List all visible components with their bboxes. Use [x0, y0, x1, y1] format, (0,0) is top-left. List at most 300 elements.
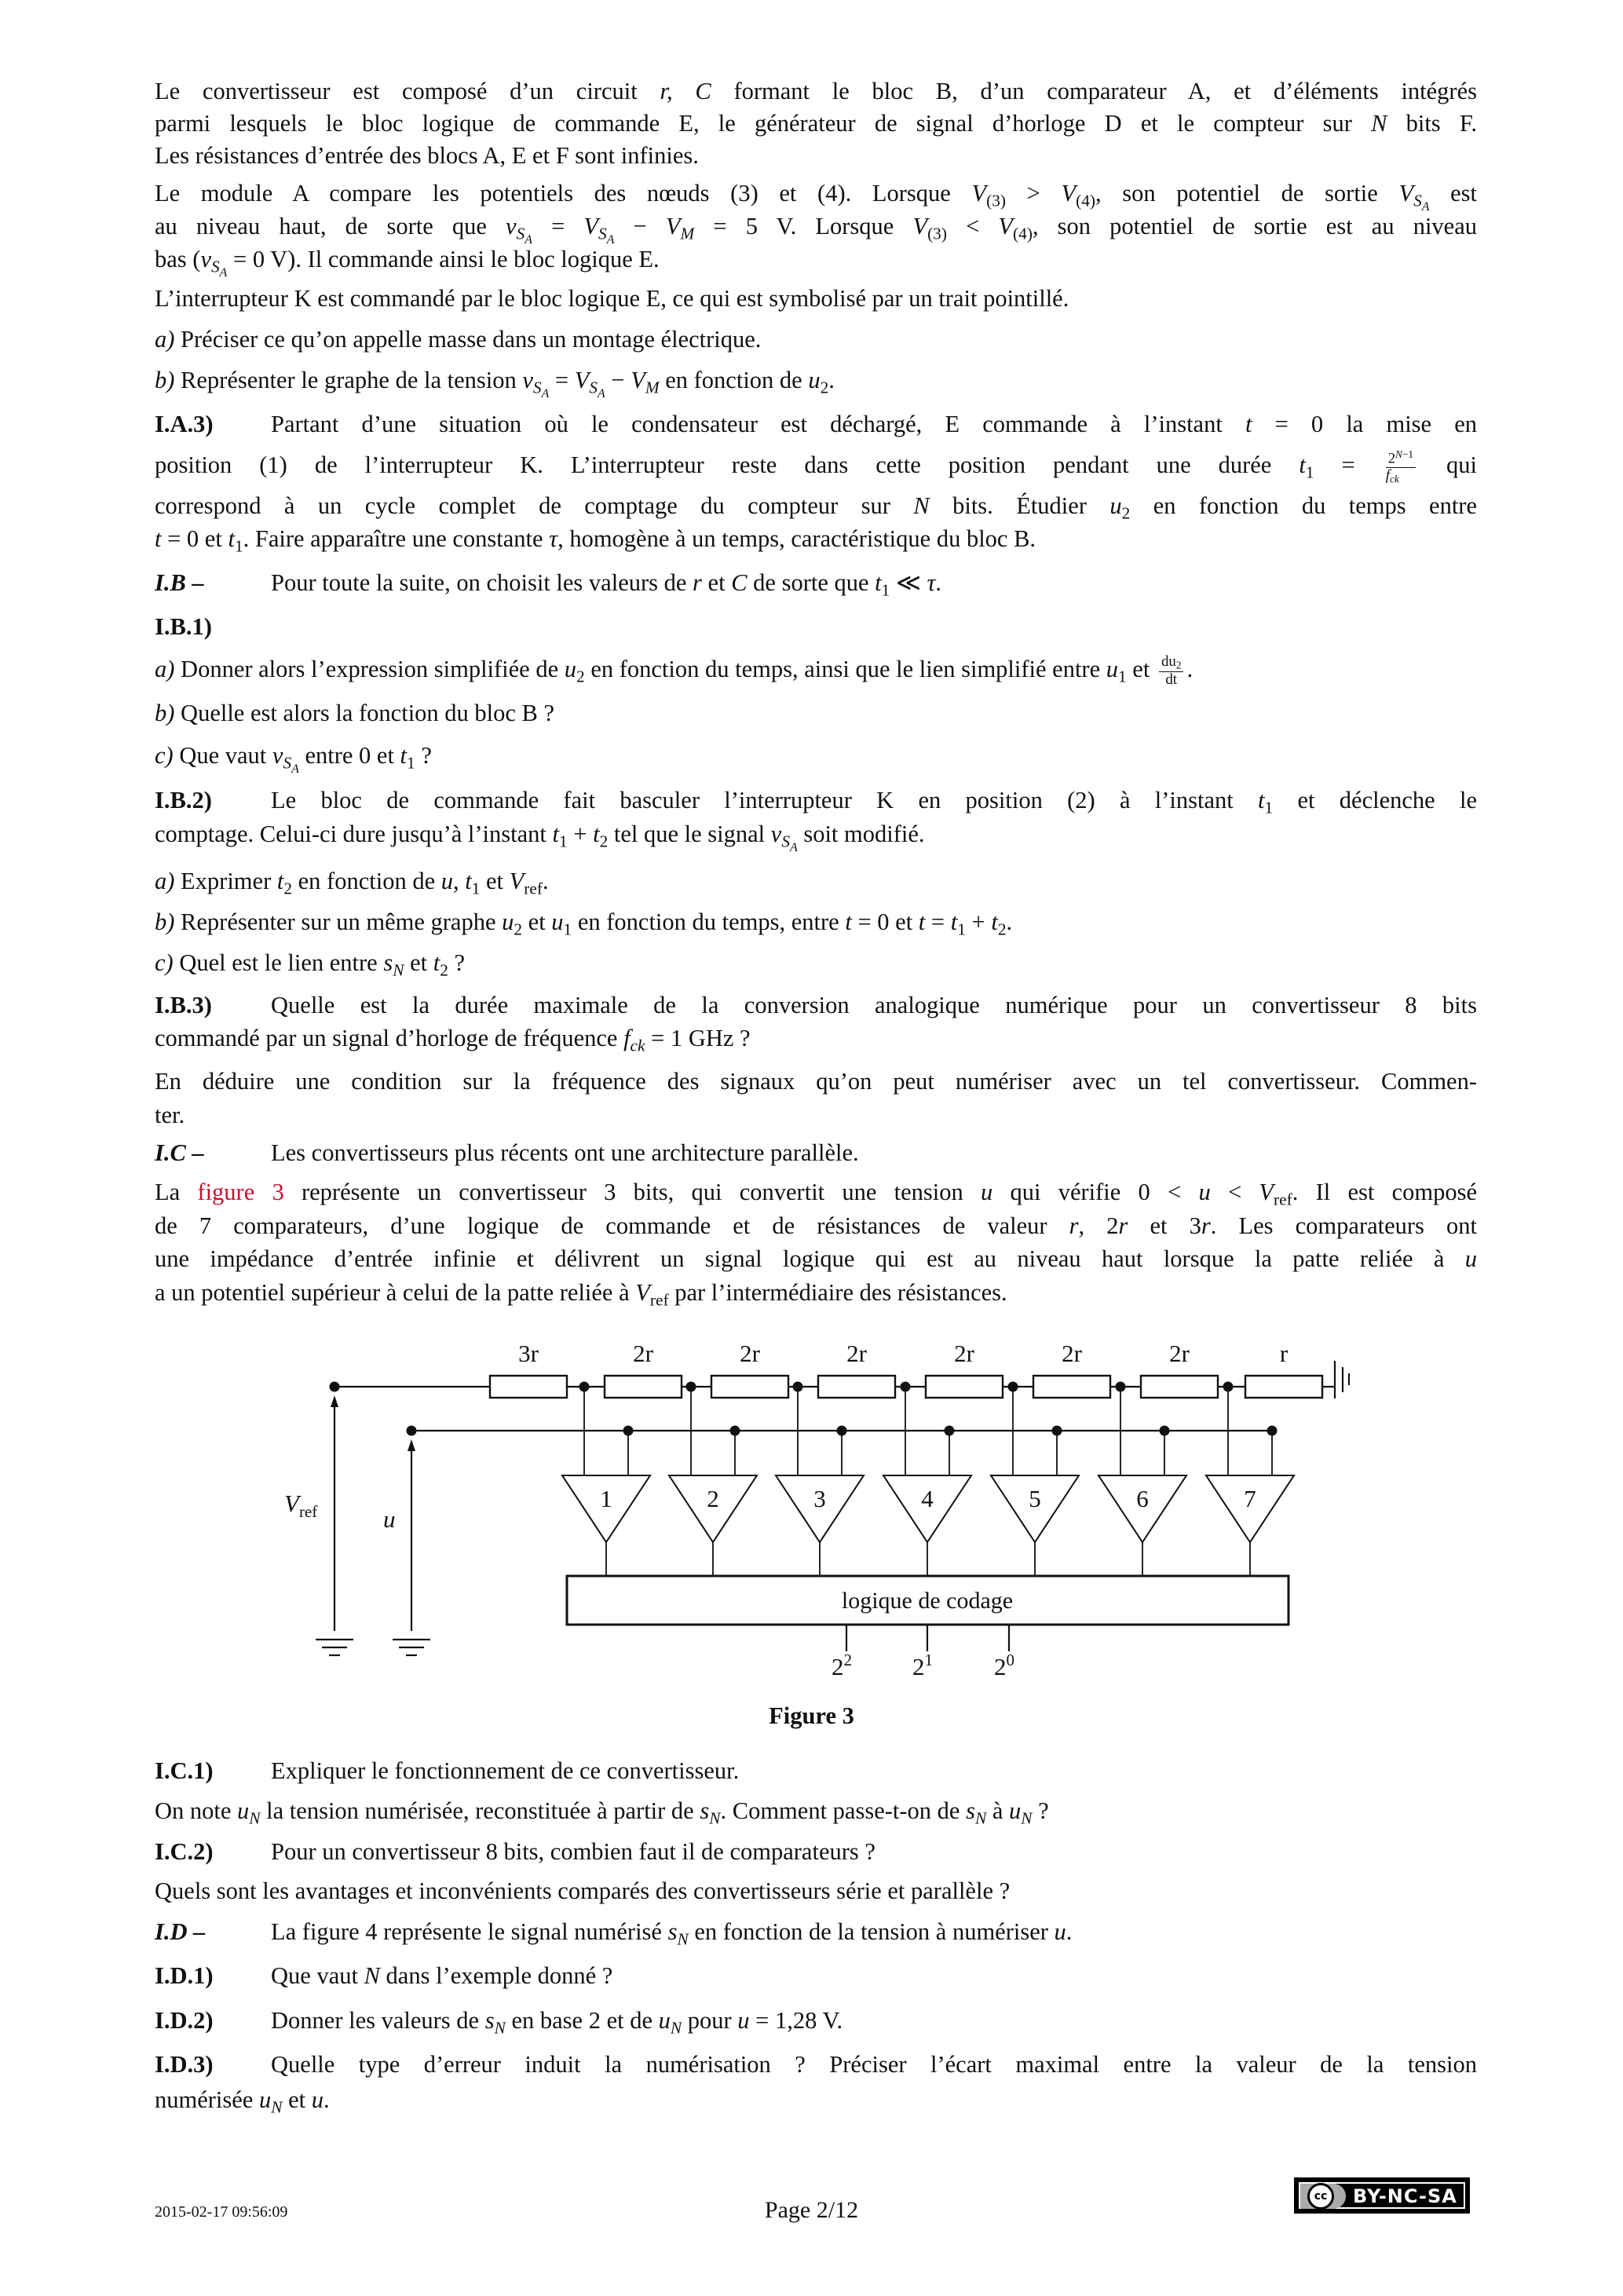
- math-symbol: u: [311, 2086, 324, 2113]
- resistor-label: 3r: [518, 1340, 539, 1367]
- text-run: , son potentiel de sortie: [1095, 180, 1399, 207]
- text-run: = 0 V). Il commande ainsi le bloc logique E.: [227, 246, 660, 272]
- subscript: S: [211, 257, 220, 276]
- math-symbol: V: [665, 213, 681, 239]
- math-symbol: v: [770, 821, 782, 847]
- subscript: 1: [563, 919, 572, 939]
- text-run: =: [1314, 452, 1383, 478]
- denominator-text: dt: [1165, 671, 1178, 688]
- subscript: N: [393, 960, 404, 980]
- subscript: N: [670, 2018, 682, 2038]
- resistor: [605, 1376, 682, 1398]
- subscript: 1: [1118, 667, 1127, 686]
- text-run: pour: [682, 2007, 738, 2034]
- text-run: Le bloc de commande fait basculer l’interrupteur K en position (2) à l’instant: [271, 787, 1259, 813]
- math-symbol: N: [1371, 110, 1387, 137]
- math-symbol: v: [522, 367, 533, 393]
- text-run: . Il est composé: [1292, 1179, 1478, 1205]
- denominator-text: f: [1385, 466, 1390, 484]
- math-symbol: s: [700, 1797, 710, 1824]
- subscript: N: [494, 2018, 506, 2038]
- resistor: [711, 1376, 788, 1398]
- text-run: .: [323, 2086, 330, 2113]
- math-symbol: V: [574, 367, 590, 393]
- text-run: = 0 et: [161, 525, 228, 552]
- math-symbol: u: [658, 2007, 671, 2034]
- subscript: S: [532, 378, 542, 397]
- text-run: Que vaut: [173, 742, 272, 769]
- section-number: I.D –: [155, 1918, 206, 1945]
- subscript: (3): [986, 191, 1006, 210]
- math-symbol: u: [237, 1797, 250, 1824]
- section-number: I.B.1): [155, 613, 212, 640]
- question-letter: c): [155, 742, 174, 769]
- resistor-label: 2r: [1169, 1340, 1190, 1367]
- subscript: M: [680, 224, 695, 243]
- comparator-label: 2: [707, 1485, 719, 1512]
- question-letter: b): [155, 367, 175, 393]
- subscript: A: [219, 265, 228, 280]
- subscript: 2: [820, 378, 829, 397]
- subscript: S: [283, 753, 292, 773]
- u-node-dot: [1160, 1426, 1170, 1436]
- section-number: I.A.3): [155, 411, 214, 437]
- resistor: [1033, 1376, 1110, 1398]
- question-letter: a): [155, 326, 175, 353]
- section-number: I.B –: [155, 569, 204, 596]
- section-number: I.D.3): [155, 2051, 214, 2078]
- subscript: 2: [576, 667, 585, 686]
- rail-node-dot: [1116, 1382, 1126, 1392]
- text-run: et: [522, 909, 552, 935]
- math-symbol: V: [1398, 180, 1414, 207]
- text-run: ,: [452, 868, 466, 894]
- text-run: Donner alors l’expression simplifiée de: [174, 656, 565, 682]
- text-run: >: [1005, 180, 1062, 207]
- math-symbol: s: [383, 949, 393, 976]
- text-run: en fonction du temps, entre: [572, 909, 846, 935]
- subscript: N: [974, 1808, 987, 1828]
- output-base: 2: [994, 1653, 1007, 1680]
- resistor-label: 2r: [846, 1340, 867, 1367]
- ground-symbol-rail-end: [1321, 1361, 1349, 1398]
- subscript: ref: [1274, 1190, 1292, 1209]
- text-run: = 0 et: [851, 909, 919, 935]
- question-letter: c): [155, 949, 174, 976]
- text-run: en base 2 et de: [505, 2007, 659, 2034]
- math-symbol: s: [667, 1918, 678, 1945]
- resistor: [1141, 1376, 1218, 1398]
- math-symbol: t: [276, 868, 284, 894]
- text-run: +: [567, 821, 594, 847]
- text-run: .: [1006, 909, 1013, 935]
- text-run: .: [543, 868, 549, 894]
- section-number: I.D.1): [155, 1962, 214, 1989]
- text-run: correspond à un cycle complet de comptage du compteur sur: [155, 492, 914, 519]
- comparator-label: 5: [1029, 1485, 1041, 1512]
- u-node-dot: [837, 1426, 847, 1436]
- math-symbol: r: [693, 569, 702, 596]
- text-run: −: [614, 213, 666, 239]
- math-symbol: τ: [927, 569, 936, 596]
- text-run: Préciser ce qu’on appelle masse dans un montage électrique.: [174, 326, 762, 353]
- subscript: (4): [1076, 191, 1095, 210]
- math-symbol: u: [808, 367, 821, 393]
- section-number: I.C.1): [155, 1757, 214, 1784]
- subscript: 2: [1121, 503, 1131, 523]
- text-run: Représenter le graphe de la tension: [174, 367, 523, 393]
- text-run: en fonction de: [659, 367, 809, 393]
- math-symbol: t: [1245, 411, 1252, 437]
- text-run: Les résistances d’entrée des blocs A, E et F sont infinies.: [155, 142, 699, 169]
- numerator-exponent: N: [1395, 448, 1402, 461]
- u-node-dot: [623, 1426, 634, 1436]
- math-symbol: u: [564, 656, 577, 682]
- resistor: [490, 1376, 567, 1398]
- text-run: ?: [415, 742, 432, 769]
- math-symbol: t: [1258, 787, 1265, 813]
- u-node-dot: [1052, 1426, 1062, 1436]
- rail-node-dot: [901, 1382, 911, 1392]
- text-run: =: [549, 367, 575, 393]
- subscript: A: [291, 762, 299, 776]
- rail-node-dot: [1223, 1382, 1234, 1392]
- u-node-dot: [1267, 1426, 1278, 1436]
- question-letter: a): [155, 868, 175, 894]
- text-run: à: [986, 1797, 1009, 1824]
- math-symbol: v: [200, 246, 211, 272]
- math-symbol: V: [635, 1279, 650, 1306]
- text-run: et: [480, 868, 510, 894]
- text-run: Le module A compare les potentiels des nœuds (3) et (4). Lorsque: [155, 180, 972, 207]
- text-run: qui vérifie 0 <: [992, 1179, 1199, 1205]
- numerator-rest: −1: [1402, 448, 1414, 461]
- text-run: et: [1126, 656, 1156, 682]
- text-run: Quel est le lien entre: [173, 949, 384, 976]
- math-symbol: t: [552, 821, 559, 847]
- numerator-text: du: [1161, 653, 1176, 671]
- ground-symbol-vref: [316, 1640, 353, 1655]
- text-run: soit modifié.: [797, 821, 925, 847]
- subscript: 1: [1305, 462, 1314, 482]
- math-symbol: u: [1054, 1918, 1066, 1945]
- u-arrow-head: [408, 1439, 415, 1451]
- vref-label: $V_{ref}$: [284, 1490, 318, 1521]
- text-run: = 1,28 V.: [749, 2007, 843, 2034]
- subscript: S: [598, 224, 607, 243]
- comparator-label: 1: [600, 1485, 612, 1512]
- output-bit-label: [832, 1651, 852, 1680]
- text-run: en fonction du temps entre: [1130, 492, 1478, 519]
- math-symbol: V: [998, 213, 1014, 239]
- figure-reference-link[interactable]: figure 3: [197, 1179, 284, 1205]
- text-run: en fonction de: [292, 868, 441, 894]
- text-run: Partant d’une situation où le condensateur est déchargé, E commande à l’instant: [271, 411, 1245, 437]
- math-symbol: t: [918, 909, 926, 935]
- license-badge[interactable]: [1294, 2177, 1470, 2214]
- section-number: I.D.2): [155, 2007, 214, 2034]
- math-symbol: t: [155, 525, 162, 552]
- math-symbol: t: [1299, 452, 1306, 478]
- text-run: +: [965, 909, 992, 935]
- text-run: Le convertisseur est composé d’un circuit: [155, 78, 660, 104]
- math-symbol: u: [258, 2086, 272, 2113]
- resistor-label: 2r: [954, 1340, 974, 1367]
- subscript: 2: [997, 919, 1007, 939]
- math-symbol: v: [506, 213, 517, 239]
- subscript: 1: [558, 832, 568, 851]
- subscript: ref: [649, 1290, 669, 1310]
- math-symbol: V: [583, 213, 599, 239]
- text-run: . Les comparateurs ont: [1210, 1212, 1478, 1239]
- text-run: −: [605, 367, 631, 393]
- subscript: S: [1413, 191, 1422, 210]
- math-symbol: t: [991, 909, 998, 935]
- u-terminal-dot: [407, 1426, 417, 1436]
- subscript: M: [645, 378, 660, 397]
- math-symbol: u: [551, 909, 564, 935]
- text-run: Que vaut: [271, 1962, 364, 1989]
- subscript: 2: [440, 960, 448, 980]
- math-symbol: t: [950, 909, 958, 935]
- math-symbol: u: [981, 1179, 993, 1205]
- numerator-text: 2: [1387, 450, 1396, 467]
- math-symbol: t: [875, 569, 882, 596]
- footer-timestamp: 2015-02-17 09:56:09: [155, 2203, 288, 2221]
- text-run: en fonction de la tension à numériser: [688, 1918, 1055, 1945]
- section-number: I.C.2): [155, 1838, 214, 1865]
- text-run: de 7 comparateurs, d’une logique de commande et de résistances de valeur: [155, 1212, 1069, 1239]
- subscript: (4): [1013, 224, 1033, 243]
- math-symbol: t: [845, 909, 852, 935]
- denominator-subscript: ck: [1389, 472, 1399, 484]
- text-run: est: [1429, 180, 1478, 207]
- text-run: numérisée: [155, 2086, 259, 2113]
- math-symbol: u: [1106, 656, 1118, 682]
- comparator-label: 6: [1136, 1485, 1149, 1512]
- license-label: BY-NC-SA: [1353, 2185, 1457, 2207]
- text-run: En déduire une condition sur la fréquence des signaux qu’on peut numériser avec un tel convertisseur. Commen-: [155, 1068, 1477, 1095]
- text-run: tel que le signal: [608, 821, 771, 847]
- section-number: I.B.2): [155, 787, 212, 813]
- math-symbol: t: [228, 525, 235, 552]
- text-run: . Faire apparaître une constante: [243, 525, 550, 552]
- rail-node-dot: [1008, 1382, 1018, 1392]
- u-node-dot: [945, 1426, 955, 1436]
- subscript: 1: [881, 580, 890, 600]
- text-run: Les convertisseurs plus récents ont une architecture parallèle.: [271, 1139, 859, 1166]
- text-run: une impédance d’entrée infinie et délivrent un signal logique qui est au niveau haut lorsque la patte reliée à: [155, 1245, 1465, 1272]
- text-run: entre 0 et: [298, 742, 400, 769]
- subscript: 1: [1264, 798, 1274, 817]
- subscript: S: [589, 378, 598, 397]
- creative-commons-icon: cc: [1307, 2183, 1334, 2210]
- question-letter: b): [155, 700, 175, 726]
- text-run: bits F.: [1387, 110, 1477, 137]
- math-symbol: f: [623, 1025, 631, 1051]
- figure-caption: Figure 3: [769, 1702, 854, 1729]
- text-run: Pour un convertisseur 8 bits, combien faut il de comparateurs ?: [271, 1838, 875, 1865]
- math-symbol: r, C: [660, 78, 711, 104]
- section-number: I.C –: [155, 1139, 204, 1166]
- output-exponent: 0: [1006, 1651, 1014, 1669]
- logic-block-label: logique de codage: [841, 1588, 1014, 1614]
- math-symbol: N: [364, 1962, 380, 1989]
- resistor: [1245, 1376, 1322, 1398]
- math-symbol: C: [731, 569, 748, 596]
- subscript: 2: [283, 879, 293, 898]
- text-run: .: [828, 367, 835, 393]
- math-symbol: u: [1109, 492, 1122, 519]
- comparator-label: 3: [813, 1485, 826, 1512]
- math-symbol: V: [971, 180, 987, 207]
- text-run: Expliquer le fonctionnement de ce convertisseur.: [271, 1757, 740, 1784]
- text-run: en fonction du temps, ainsi que le lien simplifié entre: [584, 656, 1106, 682]
- text-run: et: [404, 949, 433, 976]
- subscript: 2: [599, 832, 609, 851]
- numerator-subscript: 2: [1175, 659, 1182, 671]
- text-run: Pour toute la suite, on choisit les valeurs de: [271, 569, 693, 596]
- text-run: et: [282, 2086, 312, 2113]
- text-run: la tension numérisée, reconstituée à partir de: [260, 1797, 700, 1824]
- footer-page-number: Page 2/12: [764, 2197, 859, 2223]
- subscript: S: [781, 832, 790, 851]
- text-run: comptage. Celui-ci dure jusqu’à l’instant: [155, 821, 553, 847]
- math-symbol: s: [966, 1797, 975, 1824]
- math-symbol: t: [465, 868, 472, 894]
- output-base: 2: [832, 1653, 844, 1680]
- text-run: ?: [448, 949, 466, 976]
- question-letter: b): [155, 909, 175, 935]
- math-symbol: r: [1118, 1212, 1128, 1239]
- text-run: . Comment passe-t-on de: [720, 1797, 967, 1824]
- math-symbol: V: [631, 367, 645, 393]
- resistor-label: 2r: [740, 1340, 760, 1367]
- subscript: 1: [407, 753, 415, 773]
- text-run: .: [1066, 1918, 1073, 1945]
- subscript: N: [249, 1808, 261, 1828]
- text-run: = 0 la mise en: [1252, 411, 1477, 437]
- text-run: =: [925, 909, 951, 935]
- subscript: N: [709, 1808, 721, 1828]
- math-symbol: u: [1198, 1179, 1211, 1205]
- vref-terminal-dot: [330, 1382, 340, 1392]
- text-run: ?: [1032, 1797, 1049, 1824]
- text-run: Quelle est alors la fonction du bloc B ?: [174, 700, 555, 726]
- rail-node-dot: [686, 1382, 696, 1392]
- subscript: A: [598, 386, 605, 400]
- text-run: <: [1210, 1179, 1259, 1205]
- text-run: et 3: [1128, 1212, 1201, 1239]
- text-run: L’interrupteur K est commandé par le bloc logique E, ce qui est symbolisé par un trait pointillé.: [155, 285, 1069, 312]
- subscript: A: [1421, 199, 1430, 214]
- math-symbol: t: [593, 821, 600, 847]
- math-symbol: v: [272, 742, 283, 769]
- output-base: 2: [912, 1653, 925, 1680]
- output-exponent: 2: [843, 1651, 852, 1669]
- resistor-label: r: [1279, 1340, 1289, 1367]
- math-symbol: u: [440, 868, 453, 894]
- u-node-dot: [730, 1426, 740, 1436]
- math-symbol: V: [1259, 1179, 1274, 1205]
- resistor-label: 2r: [1062, 1340, 1082, 1367]
- rail-node-dot: [579, 1382, 590, 1392]
- math-symbol: u: [502, 909, 514, 935]
- math-symbol: u: [1008, 1797, 1022, 1824]
- subscript: S: [516, 224, 525, 243]
- math-symbol: t: [433, 949, 440, 976]
- text-run: = 5 V. Lorsque: [694, 213, 913, 239]
- text-run: .: [1186, 656, 1193, 682]
- text-run: et déclenche le: [1273, 787, 1478, 813]
- math-symbol: u: [1464, 1245, 1477, 1272]
- vref-arrow-head: [331, 1395, 338, 1407]
- subscript: 1: [957, 919, 966, 939]
- subscript: A: [541, 386, 550, 400]
- text-run: bas (: [155, 246, 201, 272]
- subscript: A: [525, 232, 532, 247]
- resistor: [926, 1376, 1003, 1398]
- subscript: ref: [524, 879, 543, 898]
- text-run: ter.: [155, 1102, 185, 1128]
- text-run: La: [155, 1179, 198, 1205]
- text-run: Donner les valeurs de: [271, 2007, 485, 2034]
- math-symbol: s: [484, 2007, 495, 2034]
- text-run: ≪: [890, 569, 927, 596]
- math-symbol: t: [400, 742, 408, 769]
- math-symbol: N: [913, 492, 930, 519]
- comparator-label: 7: [1244, 1485, 1256, 1512]
- math-symbol: V: [509, 868, 525, 894]
- text-run: de sorte que: [747, 569, 875, 596]
- subscript: A: [606, 232, 615, 247]
- output-bit-label: [912, 1651, 933, 1680]
- text-run: par l’intermédiaire des résistances.: [668, 1279, 1007, 1306]
- text-run: et: [701, 569, 732, 596]
- question-letter: a): [155, 656, 175, 682]
- math-symbol: r: [1201, 1212, 1211, 1239]
- text-run: , son potentiel de sortie est au niveau: [1032, 213, 1477, 239]
- text-run: au niveau haut, de sorte que: [155, 213, 506, 239]
- subscript: 1: [234, 536, 243, 556]
- output-exponent: 1: [924, 1651, 933, 1669]
- text-run: Quels sont les avantages et inconvénients comparés des convertisseurs série et parallèle ?: [155, 1877, 1011, 1904]
- math-symbol: r: [1069, 1212, 1079, 1239]
- subscript: 2: [514, 919, 523, 939]
- subscript: ck: [630, 1036, 645, 1055]
- subscript: (3): [927, 224, 947, 243]
- math-symbol: u: [737, 2007, 750, 2034]
- text-run: commandé par un signal d’horloge de fréquence: [155, 1025, 624, 1051]
- comparator-label: 4: [921, 1485, 934, 1512]
- subscript: 1: [471, 879, 481, 898]
- rail-node-dot: [793, 1382, 803, 1392]
- text-run: Quelle type d’erreur induit la numérisation ? Préciser l’écart maximal entre la valeur de la tension: [271, 2051, 1477, 2078]
- output-bit-label: [994, 1651, 1014, 1680]
- text-run: = 1 GHz ?: [645, 1025, 751, 1051]
- text-run: parmi lesquels le bloc logique de commande E, le générateur de signal d’horloge D et le compteur sur: [155, 110, 1372, 137]
- text-run: Représenter sur un même graphe: [174, 909, 503, 935]
- text-run: Quelle est la durée maximale de la conversion analogique numérique pour un convertisseur 8 bits: [271, 992, 1477, 1018]
- vref-label-sub: ref: [298, 1502, 318, 1521]
- text-run: On note: [155, 1797, 238, 1824]
- subscript: N: [677, 1929, 689, 1949]
- text-run: , 2: [1078, 1212, 1119, 1239]
- text-run: qui: [1419, 452, 1478, 478]
- text-run: =: [532, 213, 584, 239]
- ground-symbol-u: [393, 1640, 430, 1655]
- subscript: N: [271, 2097, 283, 2117]
